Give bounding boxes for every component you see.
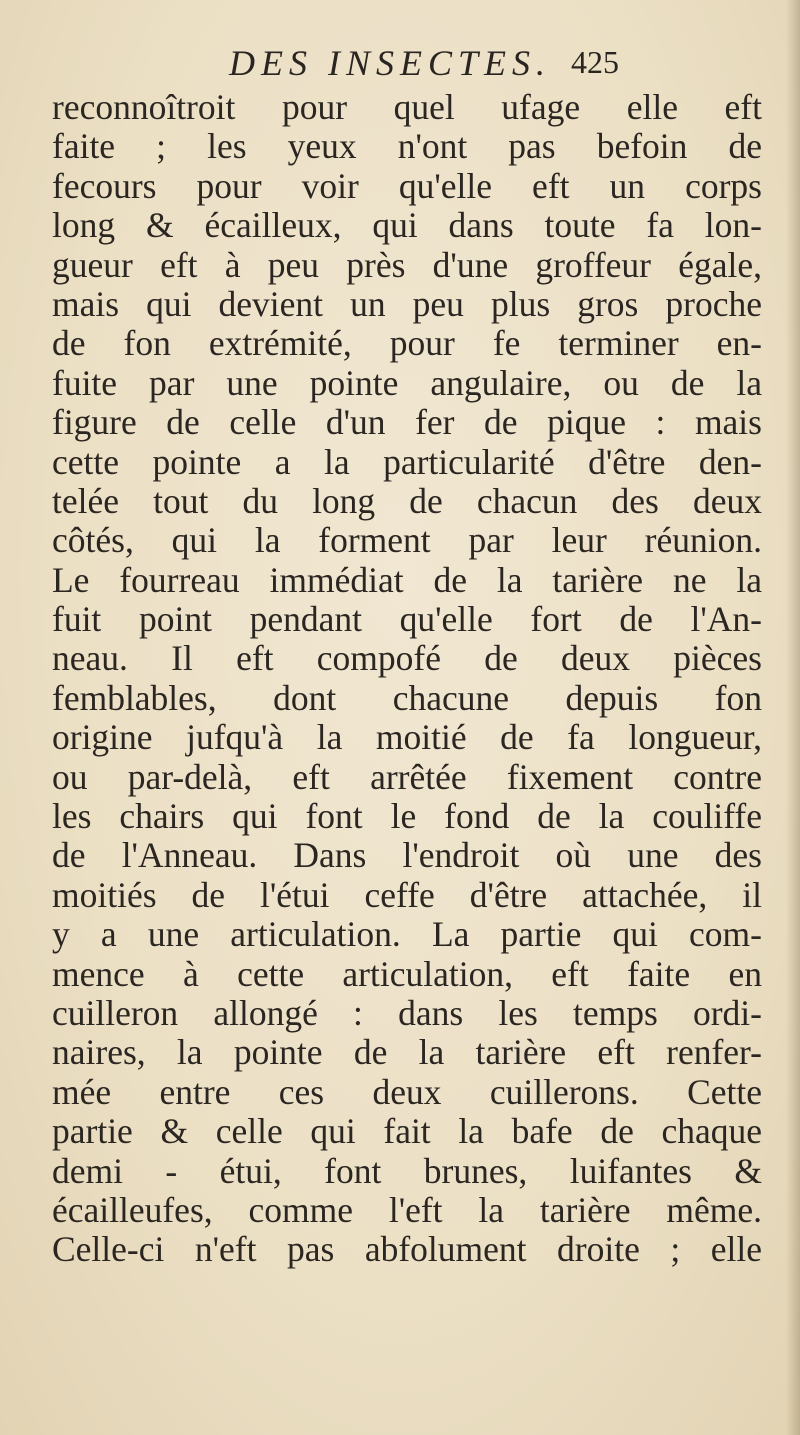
text-line: naires, la pointe de la tarière eft renfer- [52,1032,762,1073]
text-line: long & écailleux, qui dans toute fa lon- [52,205,762,246]
text-line: partie & celle qui fait la bafe de chaque [52,1111,762,1152]
text-line: figure de celle d'un fer de pique : mais [52,402,762,443]
text-line: ou par-delà, eft arrêtée fixement contre [52,756,762,797]
text-line: de fon extrémité, pour fe terminer en- [52,323,762,364]
text-line: de l'Anneau. Dans l'endroit où une des [52,835,762,876]
page-header [229,42,759,90]
text-line: cuilleron allongé : dans les temps ordi- [52,992,762,1033]
text-line: faite ; les yeux n'ont pas befoin de [52,126,762,167]
text-line: côtés, qui la forment par leur réunion. [52,520,762,561]
text-line: moitiés de l'étui ceffe d'être attachée, il [52,874,762,915]
text-line: femblables, dont chacune depuis fon [52,677,762,718]
text-line: les chairs qui font le fond de la couliffe [52,796,762,837]
text-line: origine jufqu'à la moitié de fa longueur, [52,717,762,758]
text-line: mais qui devient un peu plus gros proche [52,283,762,324]
text-line: cette pointe a la particularité d'être den- [52,441,762,482]
text-line: fecours pour voir qu'elle eft un corps [52,165,762,206]
text-line: neau. Il eft compofé de deux pièces [52,638,762,679]
text-line: telée tout du long de chacun des deux [52,480,762,521]
text-line: Celle-ci n'eft pas abfolument droite ; elle [52,1229,762,1270]
text-line: demi - étui, font brunes, luifantes & [52,1150,762,1191]
text-line: Le fourreau immédiat de la tarière ne la [52,559,762,600]
text-line: mence à cette articulation, eft faite en [52,953,762,994]
text-line: mée entre ces deux cuillerons. Cette [52,1071,762,1112]
text-line: fuite par une pointe angulaire, ou de la [52,362,762,403]
body-text [52,88,762,1270]
text-line: gueur eft à peu près d'une groffeur égale, [52,244,762,285]
text-line: écailleufes, comme l'eft la tarière même. [52,1189,762,1230]
running-title: DES INSECTES. [229,43,552,83]
page-edge-shadow [786,0,800,1435]
page-number: 425 [571,44,619,80]
text-line: reconnoîtroit pour quel ufage elle eft [52,87,762,127]
text-line: y a une articulation. La partie qui com- [52,914,762,955]
text-line: fuit point pendant qu'elle fort de l'An- [52,599,762,640]
